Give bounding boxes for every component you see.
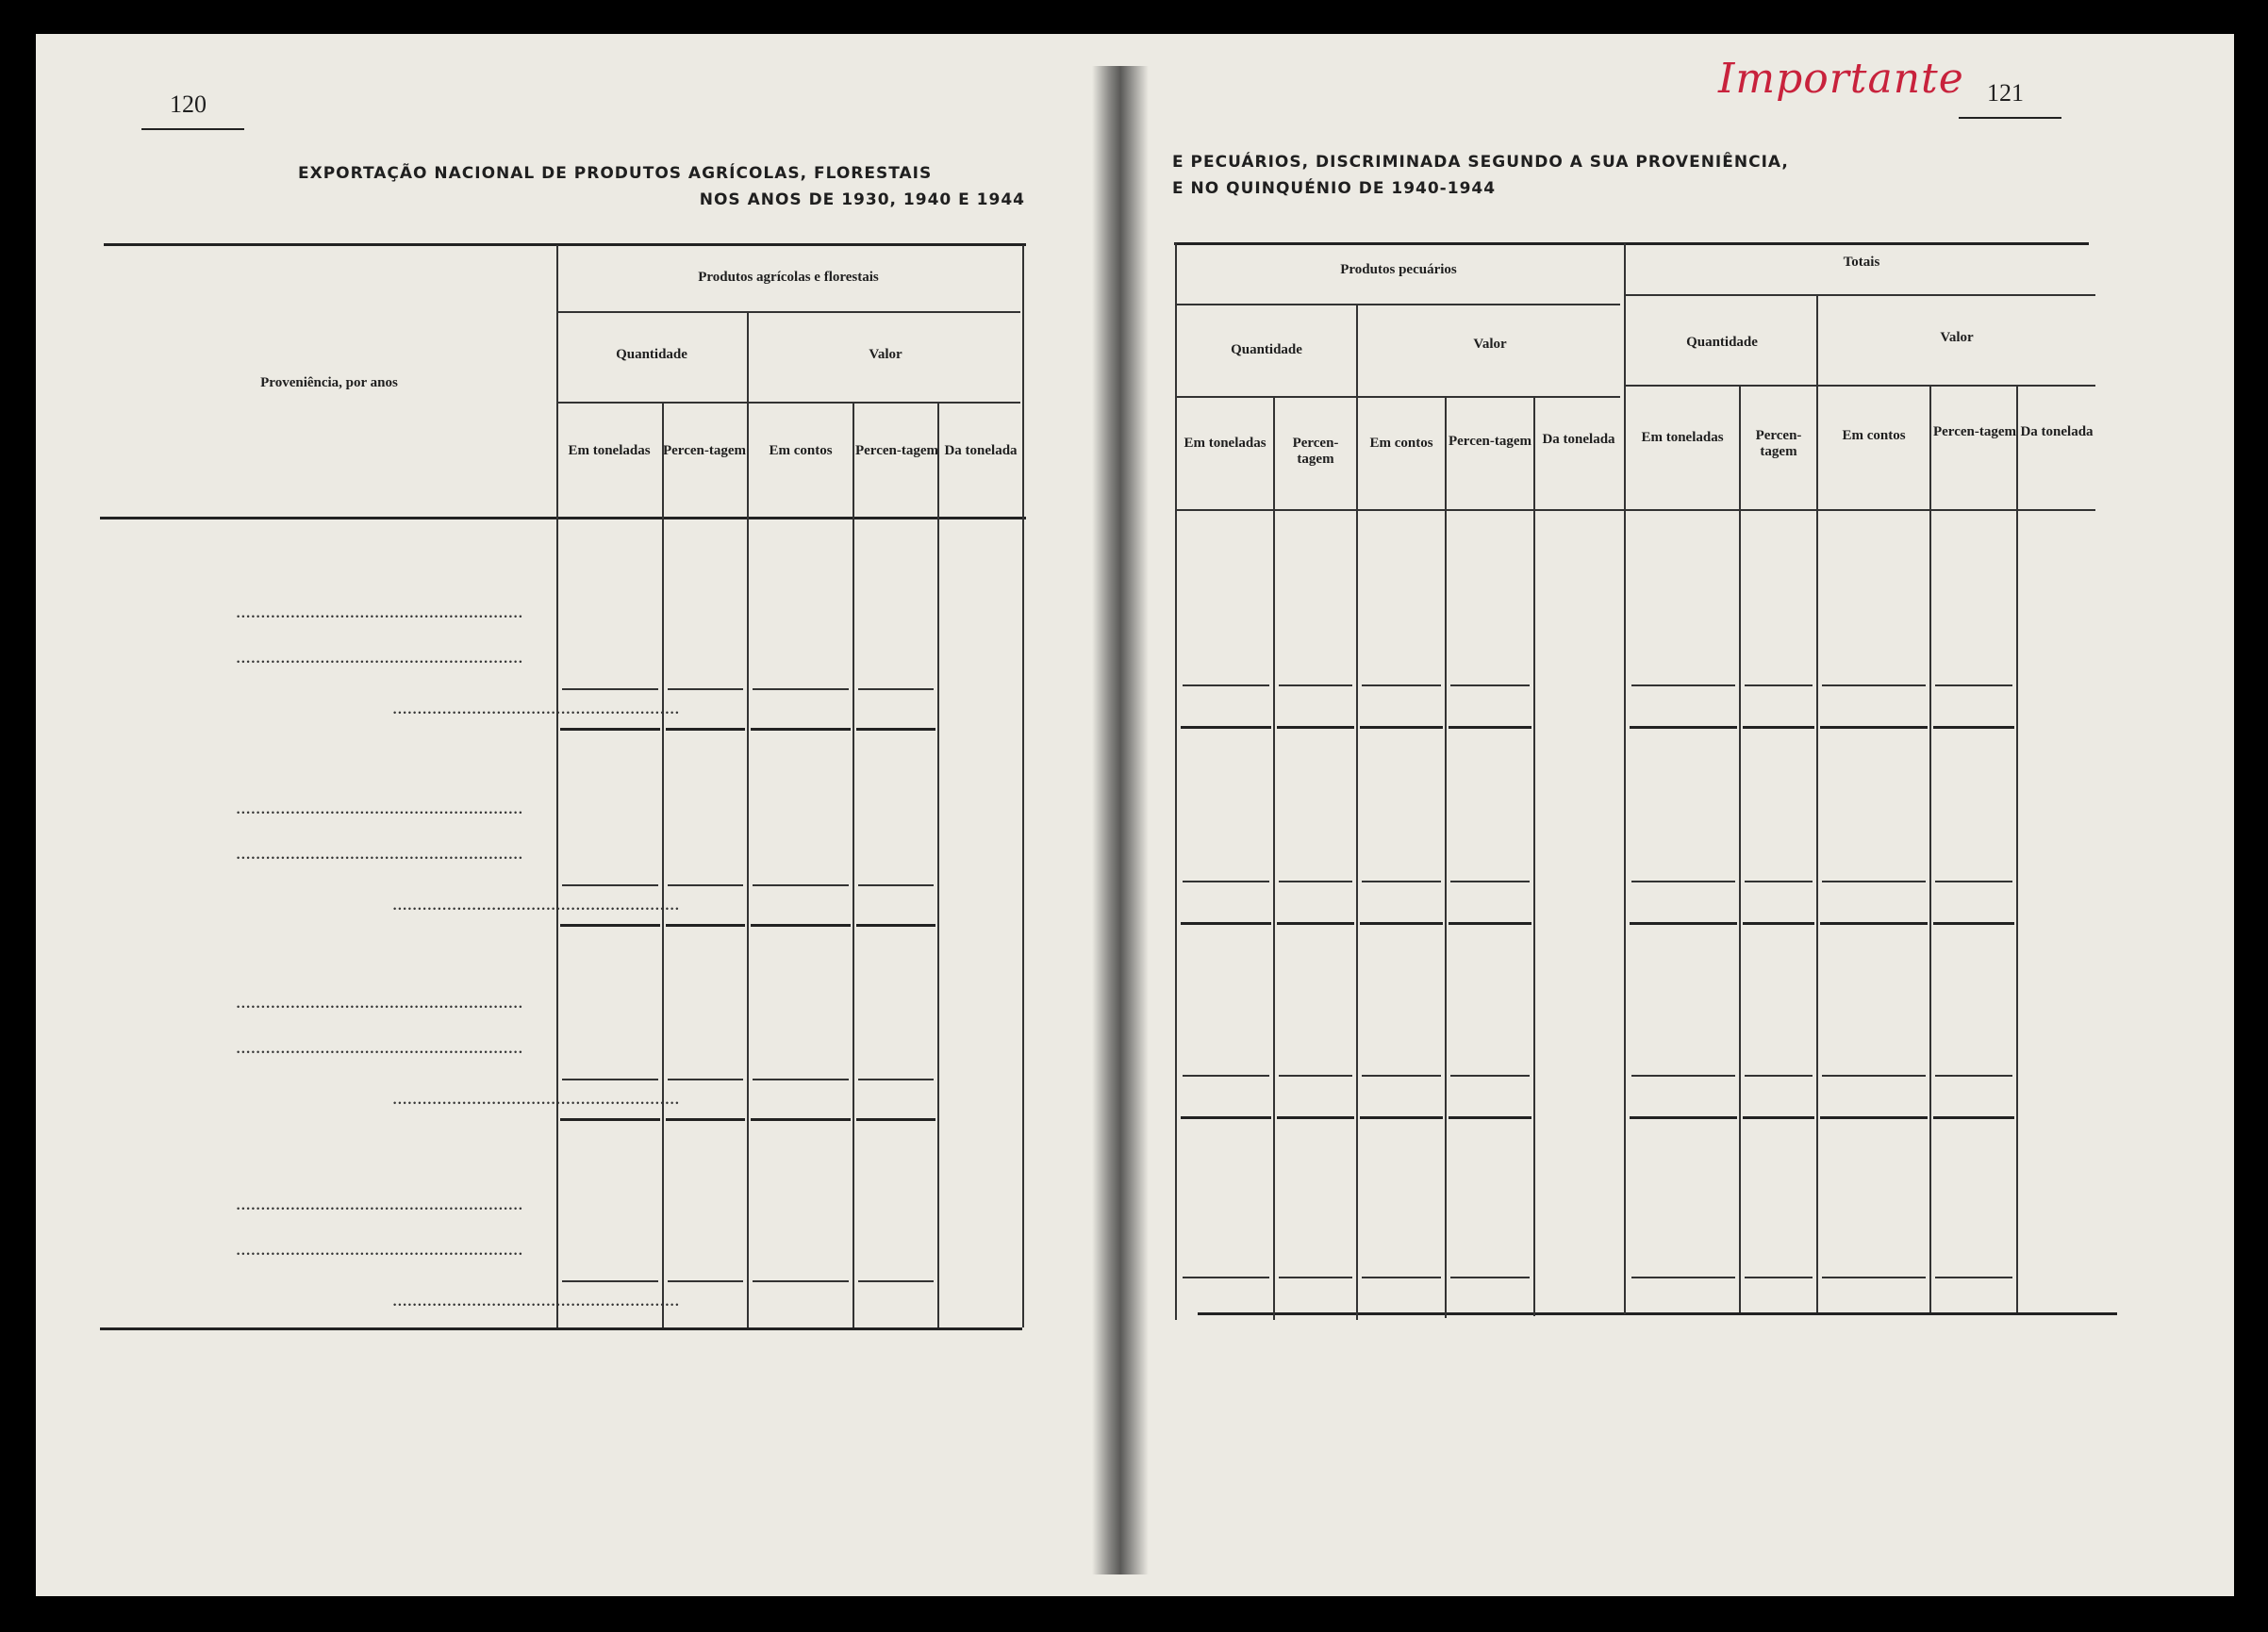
soma-rule-top (753, 688, 849, 690)
title-left-line2: NOS ANOS DE 1930, 1940 E 1944 (699, 190, 1025, 209)
soma-rule-bottom-right (1933, 1116, 2014, 1119)
soma-rule-bottom-right (1630, 726, 1737, 729)
right-rule-2a (1177, 396, 1620, 398)
soma-rule-bottom (560, 1118, 660, 1121)
right-vrule (1533, 396, 1535, 1316)
soma-rule-top (562, 884, 658, 886)
soma-rule-top-right (1745, 1277, 1813, 1278)
dot-leader: .......................................................... (236, 1237, 523, 1260)
soma-rule-bottom-right (1449, 1116, 1531, 1119)
soma-rule-top-right (1745, 684, 1813, 686)
left-sub-quantidade: Quantidade (616, 347, 687, 362)
left-header-bottom-rule (100, 517, 1026, 519)
soma-rule-top (562, 1280, 658, 1282)
soma-rule-top-right (1450, 1277, 1530, 1278)
dot-leader: .......................................................... (236, 645, 523, 668)
right-rule-2b (1626, 385, 2095, 387)
soma-rule-top (562, 688, 658, 690)
soma-rule-bottom-right (1360, 922, 1443, 925)
right-col-header: Percen-tagem (1292, 436, 1339, 467)
title-right-line1: E PECUÁRIOS, DISCRIMINADA SEGUNDO A SUA PROVENIÊNCIA, (1172, 153, 1789, 172)
page-number-right: 121 (1987, 79, 2024, 107)
soma-rule-top-right (1935, 881, 2012, 882)
dot-leader: .......................................................... (236, 796, 523, 818)
soma-rule-bottom (751, 1118, 851, 1121)
right-rule-1b (1626, 294, 2095, 296)
soma-rule-top (753, 884, 849, 886)
soma-rule-top-right (1279, 881, 1352, 882)
soma-rule-top-right (1935, 1075, 2012, 1077)
dot-leader: .......................................................... (392, 1086, 680, 1109)
soma-rule-bottom (666, 924, 745, 927)
soma-rule-bottom-right (1181, 922, 1271, 925)
soma-rule-top (858, 884, 934, 886)
dot-leader: .......................................................... (236, 1035, 523, 1058)
soma-rule-top-right (1183, 684, 1269, 686)
stub-header: Proveniência, por anos (260, 375, 398, 390)
soma-rule-bottom-right (1449, 922, 1531, 925)
right-col-header: Percen-tagem (1932, 424, 2016, 439)
soma-rule-bottom-right (1743, 922, 1814, 925)
soma-rule-top-right (1935, 684, 2012, 686)
right-vrule (1739, 385, 1741, 1312)
soma-rule-bottom (856, 728, 935, 731)
handwritten-annotation: Importante (1718, 55, 1964, 103)
soma-rule-bottom-right (1277, 726, 1354, 729)
right-vrule (1175, 243, 1177, 1320)
soma-rule-bottom (560, 728, 660, 731)
soma-rule-top-right (1631, 881, 1735, 882)
left-vrule (556, 245, 558, 1327)
soma-rule-bottom-right (1449, 726, 1531, 729)
right-col-header: Percen-tagem (1755, 428, 1802, 459)
left-rule-2 (558, 402, 1020, 404)
soma-rule-top (753, 1079, 849, 1080)
soma-rule-bottom-right (1820, 726, 1928, 729)
soma-rule-top (753, 1280, 849, 1282)
soma-rule-bottom-right (1277, 1116, 1354, 1119)
soma-rule-top-right (1822, 881, 1926, 882)
right-col-header: Em contos (1369, 436, 1433, 451)
right-col-header: Em toneladas (1641, 430, 1724, 445)
left-col-header: Percen-tagem (662, 443, 746, 458)
soma-rule-bottom (666, 728, 745, 731)
right-vrule (1273, 396, 1275, 1320)
soma-rule-top (858, 688, 934, 690)
soma-rule-top (668, 688, 743, 690)
soma-rule-bottom-right (1743, 1116, 1814, 1119)
right-vrule (1445, 396, 1447, 1318)
dot-leader: .......................................................... (236, 1192, 523, 1214)
soma-rule-top-right (1631, 1277, 1735, 1278)
soma-rule-bottom-right (1181, 726, 1271, 729)
left-vrule (662, 402, 664, 1327)
soma-rule-bottom (560, 924, 660, 927)
right-sub-quantidade-1: Quantidade (1231, 342, 1302, 357)
left-vrule (853, 402, 854, 1327)
page-number-left: 120 (170, 91, 207, 119)
dot-leader: .......................................................... (236, 600, 523, 622)
right-sub-valor-1: Valor (1473, 337, 1507, 352)
soma-rule-top-right (1745, 1075, 1813, 1077)
right-vrule (1356, 304, 1358, 1320)
dot-leader: .......................................................... (236, 841, 523, 864)
right-vrule (1816, 294, 1818, 1312)
left-col-header: Da tonelada (944, 443, 1018, 458)
soma-rule-bottom (856, 924, 935, 927)
soma-rule-bottom (751, 924, 851, 927)
soma-rule-top-right (1822, 1075, 1926, 1077)
soma-rule-bottom-right (1743, 726, 1814, 729)
soma-rule-top (562, 1079, 658, 1080)
soma-rule-top-right (1822, 1277, 1926, 1278)
soma-rule-bottom-right (1360, 726, 1443, 729)
soma-rule-bottom (666, 1118, 745, 1121)
dot-leader: .......................................................... (392, 892, 680, 915)
left-col-header: Em toneladas (568, 443, 651, 458)
book-spine-shadow (1092, 66, 1149, 1574)
left-table-bottom-rule (100, 1327, 1022, 1330)
left-vrule (1022, 245, 1024, 1327)
left-vrule (747, 311, 749, 1327)
right-table-top-rule (1174, 242, 2089, 245)
soma-rule-top-right (1183, 1277, 1269, 1278)
dot-leader: .......................................................... (392, 696, 680, 718)
right-col-header: Percen-tagem (1448, 434, 1531, 449)
right-vrule (2016, 385, 2018, 1312)
soma-rule-top (668, 1280, 743, 1282)
title-left-line1: EXPORTAÇÃO NACIONAL DE PRODUTOS AGRÍCOLAS, FLORESTAIS (298, 164, 933, 183)
soma-rule-bottom (751, 728, 851, 731)
soma-rule-top-right (1745, 881, 1813, 882)
left-col-header: Em contos (769, 443, 833, 458)
soma-rule-bottom-right (1630, 922, 1737, 925)
soma-rule-top-right (1183, 1075, 1269, 1077)
soma-rule-top-right (1362, 684, 1441, 686)
soma-rule-top-right (1450, 684, 1530, 686)
right-col-header: Em toneladas (1184, 436, 1266, 451)
soma-rule-top-right (1450, 1075, 1530, 1077)
title-right-line2: E NO QUINQUÉNIO DE 1940-1944 (1172, 179, 1497, 198)
soma-rule-top-right (1279, 684, 1352, 686)
right-col-header: Da tonelada (1542, 432, 1615, 447)
soma-rule-bottom-right (1360, 1116, 1443, 1119)
soma-rule-top-right (1935, 1277, 2012, 1278)
soma-rule-bottom-right (1630, 1116, 1737, 1119)
right-sub-valor-2: Valor (1940, 330, 1974, 345)
soma-rule-top-right (1183, 881, 1269, 882)
soma-rule-top-right (1822, 684, 1926, 686)
right-header-bottom-rule (1177, 509, 2095, 511)
soma-rule-top-right (1362, 1277, 1441, 1278)
right-group2-header: Totais (1843, 255, 1880, 270)
soma-rule-bottom-right (1181, 1116, 1271, 1119)
right-rule-1a (1177, 304, 1620, 305)
left-sub-valor: Valor (869, 347, 902, 362)
soma-rule-top-right (1631, 684, 1735, 686)
right-col-header: Da tonelada (2020, 424, 2094, 439)
left-rule-1 (558, 311, 1020, 313)
soma-rule-top (858, 1079, 934, 1080)
right-vrule (1624, 243, 1626, 1314)
right-table-bottom-rule (1198, 1312, 2117, 1315)
soma-rule-top (668, 1079, 743, 1080)
left-vrule (937, 402, 939, 1327)
dot-leader: .......................................................... (392, 1288, 680, 1311)
soma-rule-top (858, 1280, 934, 1282)
soma-rule-top (668, 884, 743, 886)
right-vrule (1929, 385, 1931, 1312)
soma-rule-bottom-right (1277, 922, 1354, 925)
soma-rule-bottom-right (1933, 726, 2014, 729)
soma-rule-bottom (856, 1118, 935, 1121)
soma-rule-top-right (1279, 1277, 1352, 1278)
soma-rule-bottom-right (1820, 1116, 1928, 1119)
dot-leader: .......................................................... (236, 990, 523, 1013)
right-col-header: Em contos (1842, 428, 1906, 443)
soma-rule-bottom-right (1933, 922, 2014, 925)
soma-rule-top-right (1279, 1075, 1352, 1077)
soma-rule-bottom-right (1820, 922, 1928, 925)
left-table-top-rule (104, 243, 1026, 246)
left-group-header: Produtos agrícolas e florestais (698, 270, 879, 285)
soma-rule-top-right (1362, 881, 1441, 882)
right-group1-header: Produtos pecuários (1340, 262, 1457, 277)
soma-rule-top-right (1631, 1075, 1735, 1077)
left-col-header: Percen-tagem (854, 443, 938, 458)
soma-rule-top-right (1362, 1075, 1441, 1077)
right-sub-quantidade-2: Quantidade (1686, 335, 1758, 350)
soma-rule-top-right (1450, 881, 1530, 882)
